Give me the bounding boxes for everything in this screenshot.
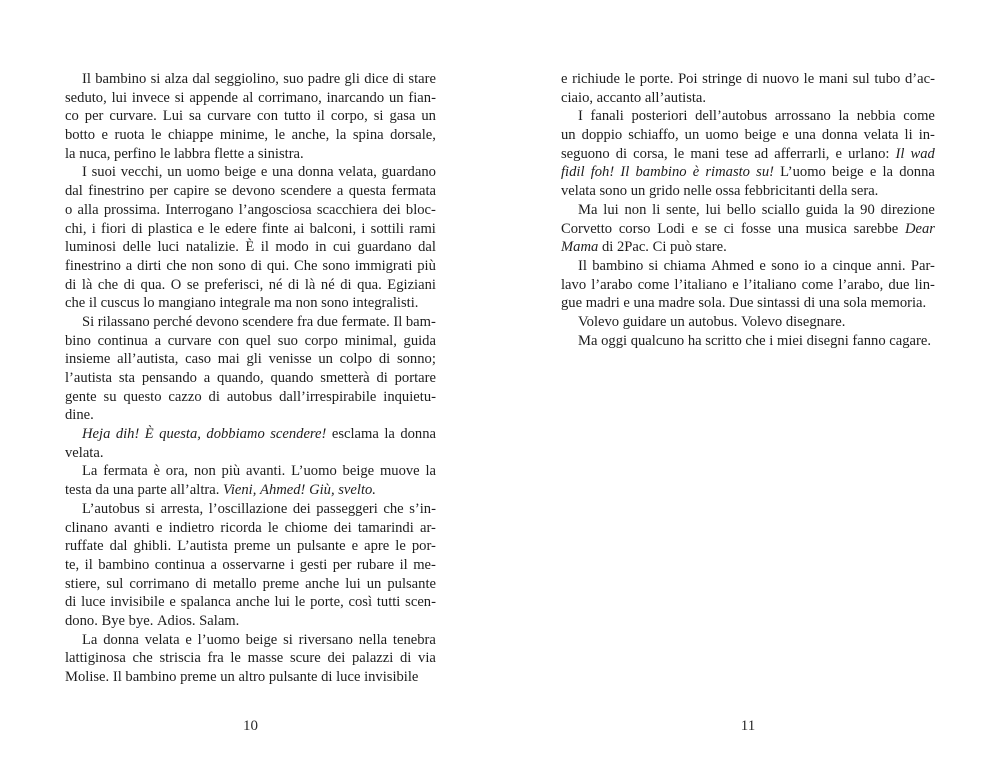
text-line: I fanali posteriori dell’autobus arrossano la nebbia come <box>578 108 935 125</box>
text-line: Mama di 2Pac. Ci può stare. <box>561 239 727 256</box>
text-line: un doppio schiaffo, un uomo beige e una donna velata li in- <box>561 127 935 144</box>
text-line: ciaio, accanto all’autista. <box>561 89 707 106</box>
text-line: chi, i fiori di plastica e le edere finte ai balconi, i sottili rami <box>65 220 436 237</box>
text-line: seduto, lui invece si appende al corrimano, inarcando un fian- <box>65 89 436 106</box>
text-line: lattiginosa che striscia fra le masse scure dei palazzi di via <box>65 650 436 667</box>
text-line: Il bambino si alza dal seggiolino, suo padre gli dice di stare <box>82 71 436 87</box>
text-line: Il bambino si chiama Ahmed e sono io a cinque anni. Par- <box>578 257 935 274</box>
text-line: di luce invisibile e spalanca anche lui le porte, così tutti scen- <box>65 594 436 611</box>
text-line: clinano avanti e indietro ricorda le chiome dei tamarindi ar- <box>65 519 436 536</box>
text-line: velata. <box>65 444 104 461</box>
text-line: finestrino a dirti che non sono di qui. Che sono immigrati più <box>65 257 436 274</box>
text-line: dal finestrino per capire se devono scendere a questa fermata <box>65 183 436 200</box>
text-line: l’autista sta pensando a quando, quando smetterà di portare <box>65 370 436 386</box>
text-line: la nuca, perfino le labbra flette a sinistra. <box>65 145 304 162</box>
text-line: o alla prossima. Interrogano l’angosciosa scacchiera dei bloc- <box>65 201 436 218</box>
text-line: luminosi delle luci natalizie. È il modo in cui guardano dal <box>65 239 436 256</box>
text-line: dine. <box>65 407 94 424</box>
text-line: gue madri e una madre sola. Due sintassi di una sola memoria. <box>561 295 927 312</box>
text-line: Heja dih! È questa, dobbiamo scendere! esclama la donna <box>82 426 436 443</box>
text-line: Ma oggi qualcuno ha scritto che i miei disegni fanno cagare. <box>578 332 931 349</box>
text-line: La fermata è ora, non più avanti. L’uomo beige muove la <box>82 463 436 480</box>
text-line: bino continua a curvare con quel suo corpo minimal, guida <box>65 332 436 349</box>
text-line: testa da una parte all’altra. Vieni, Ahmed! Giù, svelto. <box>65 482 376 499</box>
text-line: Ma lui non li sente, lui bello sciallo guida la 90 direzione <box>578 201 935 218</box>
text-line: L’autobus si arresta, l’oscillazione dei passeggeri che s’in- <box>82 500 436 517</box>
text-line: velata sono un grido nelle ossa febbricitanti della sera. <box>561 183 879 200</box>
page-number-left: 10 <box>243 718 258 734</box>
text-line: stiere, sul corrimano di metallo preme anche lui un pulsante <box>65 575 436 592</box>
text-line: Corvetto corso Lodi e se ci fosse una musica sarebbe Dear <box>561 220 935 237</box>
text-line: di là che di qua. O se preferisci, né di là né di qua. Egiziani <box>65 276 436 293</box>
text-line: fidil foh! Il bambino è rimasto su! L’uomo beige e la donna <box>561 164 935 181</box>
text-line: co per curvare. Lui sa curvare con tutto il corpo, si gasa un <box>65 108 436 125</box>
text-line: Volevo guidare un autobus. Volevo disegnare. <box>578 313 846 330</box>
text-line: ruffate dal ghibli. L’autista preme un pulsante e apre le por- <box>65 538 436 555</box>
text-line: botto e ruota le chiappe minime, le anche, la spina dorsale, <box>65 127 436 144</box>
text-line: lavo l’arabo come l’italiano e l’italiano come l’arabo, due lin- <box>561 276 935 293</box>
page-left-text-block <box>65 71 436 688</box>
text-line: gente su questo cazzo di autobus dall’irrespirabile inquietu- <box>65 388 436 405</box>
text-line: che il cuscus lo mangiano integrale ma non sono integralisti. <box>65 295 419 312</box>
text-line: La donna velata e l’uomo beige si riversano nella tenebra <box>82 631 436 648</box>
text-line: Molise. Il bambino preme un altro pulsante di luce invisibile <box>65 669 419 685</box>
text-line: I suoi vecchi, un uomo beige e una donna velata, guardano <box>82 164 436 181</box>
text-line: Si rilassano perché devono scendere fra due fermate. Il bam- <box>82 313 436 330</box>
text-line: insieme all’autista, caso mai gli venisse un colpo di sonno; <box>65 351 436 368</box>
page-right-text-block <box>561 71 935 351</box>
text-line: e richiude le porte. Poi stringe di nuovo le mani sul tubo d’ac- <box>561 71 935 87</box>
text-line: te, il bambino continua a osservarne i gesti per rubare il me- <box>65 556 436 573</box>
page-number-right: 11 <box>740 718 756 734</box>
text-line: dono. Bye bye. Adios. Salam. <box>65 612 240 629</box>
text-line: seguono di corsa, le mani tese ad afferrarli, e urlano: Il wad <box>561 145 935 162</box>
